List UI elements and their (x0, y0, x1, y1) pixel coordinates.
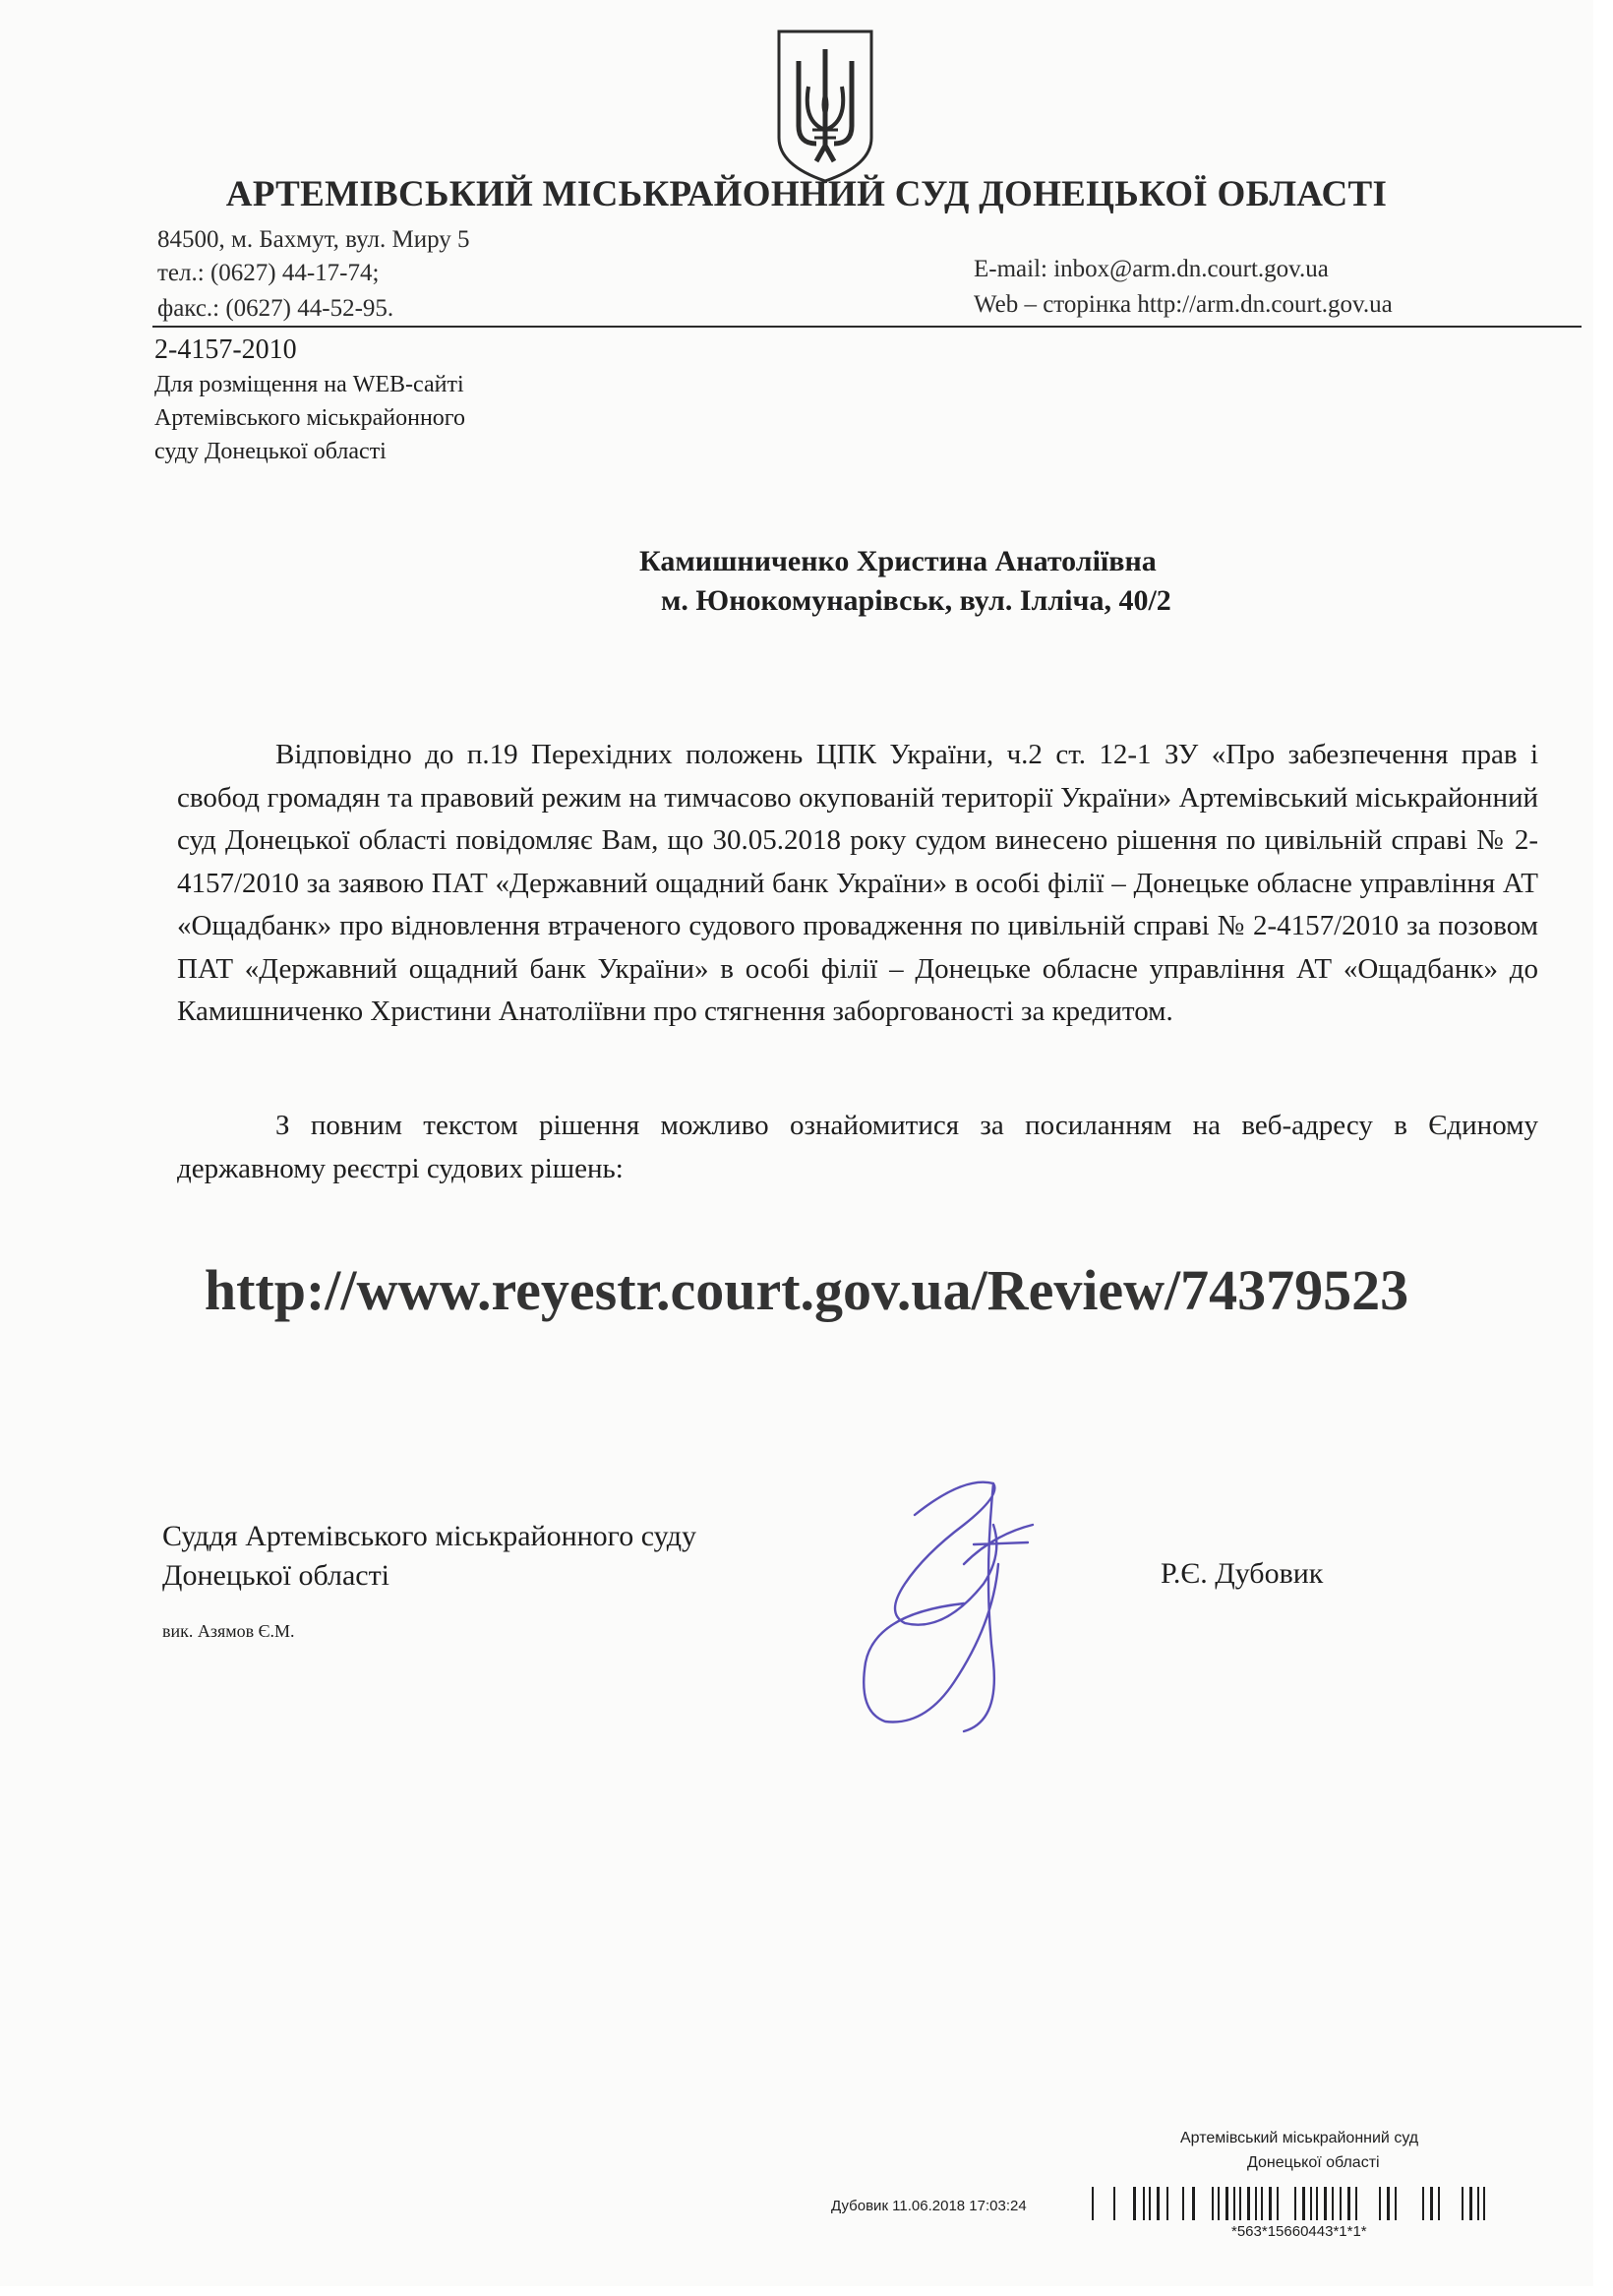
stamp-court-line-1: Артемівський міськрайонний суд (1180, 2130, 1419, 2146)
decision-url[interactable]: http://www.reyestr.court.gov.ua/Review/74379523 (204, 1258, 1409, 1322)
judge-name: Р.Є. Дубовик (1161, 1557, 1324, 1590)
coat-of-arms-emblem (773, 28, 877, 185)
court-website: Web – сторінка http://arm.dn.court.gov.ua (974, 291, 1393, 318)
case-number: 2-4157-2010 (154, 334, 297, 365)
web-note-line-2: Артемівського міськрайонного (154, 405, 466, 431)
court-address: 84500, м. Бахмут, вул. Миру 5 (157, 226, 470, 253)
notice-paragraph: Відповідно до п.19 Перехідних положень ЦПК України, ч.2 ст. 12-1 ЗУ «Про забезпечення прав і свобод громадян та правовий режим на тимчасово окупованій території України» Артемівський міськрайонний суд Донецької області повідомляє Вам, що 30.05.2018 року судом винесено рішення по цивільній справі № 2-4157/2010 за заявою ПАТ «Державний ощадний банк України» в особі філії – Донецьке обласне управління АТ «Ощадбанк» про відновлення втраченого судового провадження по цивільній справі № 2-4157/2010 за позовом ПАТ «Державний ощадний банк України» в особі філії – Донецьке обласне управління АТ «Ощадбанк» до Камишниченко Христини Анатоліївни про стягнення заборгованості за кредитом. (177, 739, 1538, 1027)
court-name-heading: АРТЕМІВСЬКИЙ МІСЬКРАЙОННИЙ СУД ДОНЕЦЬКОЇ ОБЛАСТІ (225, 174, 1388, 214)
court-fax: факс.: (0627) 44-52-95. (157, 295, 394, 322)
recipient-name: Камишниченко Христина Анатоліївна (639, 545, 1157, 577)
judge-title-line-1: Суддя Артемівського міськрайонного суду (162, 1520, 697, 1552)
executor-name: вик. Азямов Є.М. (162, 1621, 295, 1641)
web-note-line-1: Для розміщення на WEB-сайті (154, 372, 464, 397)
web-note-line-3: суду Донецької області (154, 439, 387, 464)
document-barcode (1092, 2187, 1564, 2220)
court-email: E-mail: inbox@arm.dn.court.gov.ua (974, 256, 1329, 282)
judge-title-line-2: Донецької області (162, 1559, 390, 1592)
registry-paragraph: З повним текстом рішення можливо ознайомитися за посиланням на веб-адресу в Єдиному державному реєстрі судових рішень: (177, 1110, 1538, 1184)
recipient-address: м. Юнокомунарівськ, вул. Ілліча, 40/2 (661, 584, 1171, 617)
stamp-court-line-2: Донецької області (1247, 2154, 1380, 2171)
court-phone: тел.: (0627) 44-17-74; (157, 260, 380, 286)
barcode-text: *563*15660443*1*1* (1231, 2223, 1367, 2240)
header-divider (152, 326, 1582, 328)
handwritten-signature (846, 1466, 1052, 1761)
stamp-signed-by: Дубовик 11.06.2018 17:03:24 (831, 2198, 1027, 2214)
